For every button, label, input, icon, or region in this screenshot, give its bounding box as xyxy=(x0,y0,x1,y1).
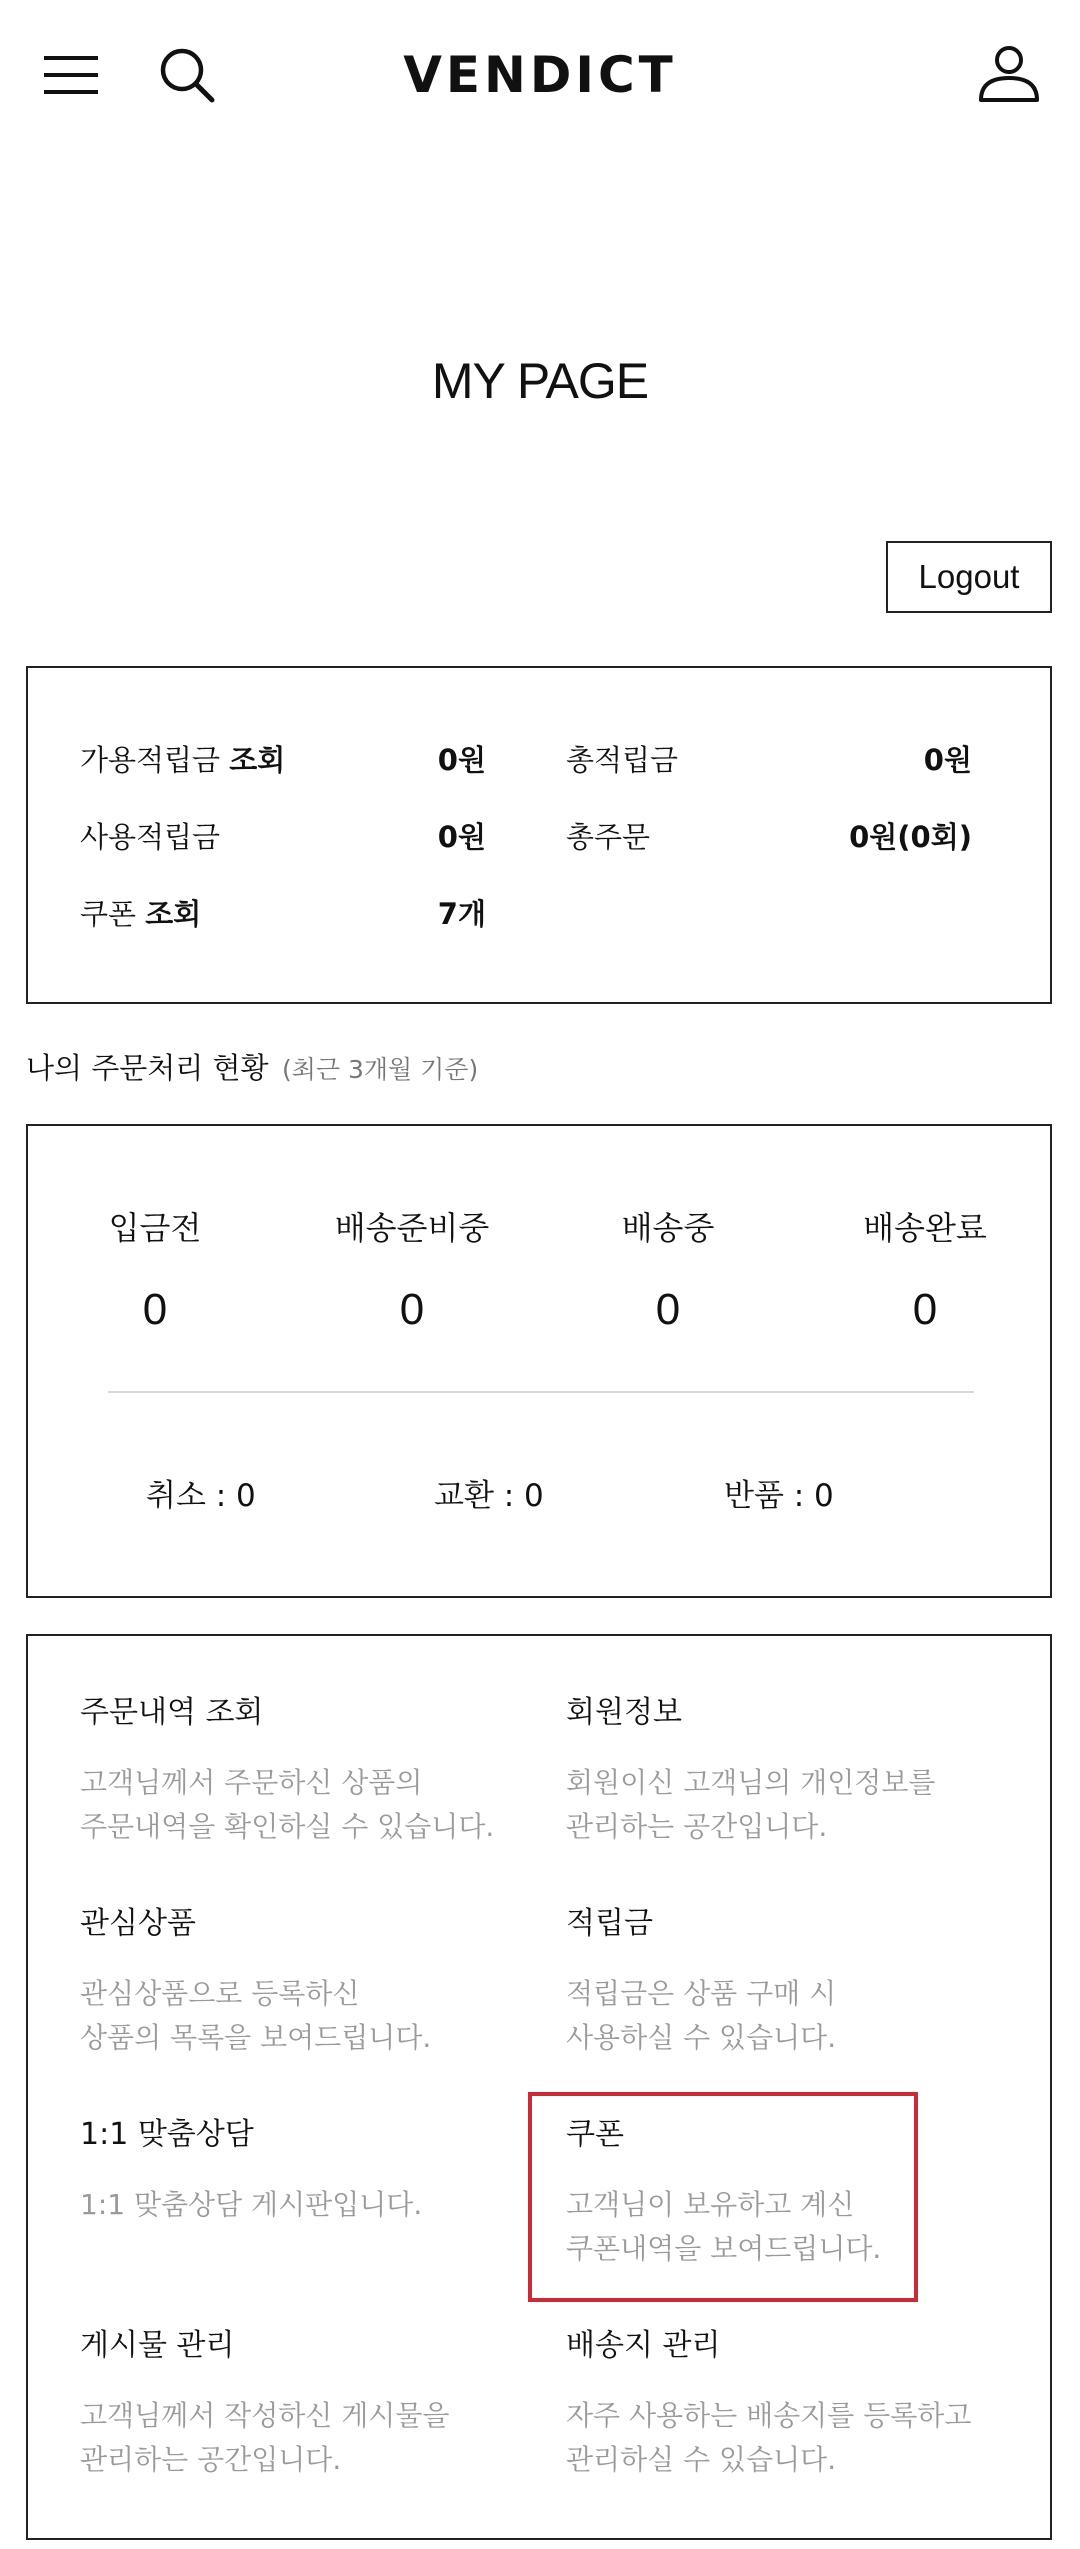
coupon-count-value: 7개 xyxy=(437,897,486,931)
status-label-delivered[interactable]: 배송완료 xyxy=(863,1209,987,1247)
logout-button[interactable]: Logout xyxy=(886,541,1052,613)
status-count-delivered[interactable]: 0 xyxy=(912,1285,938,1334)
card-title: 회원정보 xyxy=(566,1695,682,1730)
claim-exchange[interactable]: 교환 : 0 xyxy=(434,1478,544,1514)
card-desc-line-2: 주문내역을 확인하실 수 있습니다. xyxy=(80,1810,495,1843)
card-title: 배송지 관리 xyxy=(566,2328,721,2363)
available-points-view-label: 조회 xyxy=(229,743,286,777)
order-status-title: 나의 주문처리 현황 xyxy=(26,1051,269,1085)
brand-logo[interactable]: VENDICT xyxy=(403,46,677,104)
used-points-label: 사용적립금 xyxy=(80,820,221,854)
coupon-view-link[interactable] xyxy=(80,894,201,934)
claim-cancel[interactable]: 취소 : 0 xyxy=(146,1478,256,1514)
search-icon[interactable] xyxy=(158,46,216,104)
card-desc-line-2: 관리하는 공간입니다. xyxy=(566,1810,828,1843)
card-title: 주문내역 조회 xyxy=(80,1695,264,1730)
coupon-label: 쿠폰 xyxy=(80,897,146,931)
coupon-view-label: 조회 xyxy=(145,897,202,931)
card-desc-line-1: 관심상품으로 등록하신 xyxy=(80,1977,360,2010)
available-points-link[interactable] xyxy=(80,740,285,780)
total-points-label: 총적립금 xyxy=(566,743,679,777)
available-points-value: 0원 xyxy=(437,743,486,777)
card-desc-line-2: 쿠폰내역을 보여드립니다. xyxy=(566,2232,882,2265)
coupon-card-highlight xyxy=(528,2092,918,2302)
claim-return[interactable]: 반품 : 0 xyxy=(724,1478,834,1514)
card-title: 게시물 관리 xyxy=(80,2328,235,2363)
status-count-preparing[interactable]: 0 xyxy=(399,1285,425,1334)
status-label-pending-payment[interactable]: 입금전 xyxy=(108,1209,202,1247)
card-desc-line-1: 자주 사용하는 배송지를 등록하고 xyxy=(566,2399,972,2432)
user-icon[interactable] xyxy=(978,44,1040,106)
card-desc-line-1: 고객님이 보유하고 계신 xyxy=(566,2188,855,2221)
status-count-pending-payment[interactable]: 0 xyxy=(142,1285,168,1334)
card-desc-line-2: 관리하는 공간입니다. xyxy=(80,2443,342,2476)
card-desc-line-2: 상품의 목록을 보여드립니다. xyxy=(80,2021,432,2054)
used-points-value: 0원 xyxy=(437,820,486,854)
card-desc-line-1: 고객님께서 주문하신 상품의 xyxy=(80,1766,423,1799)
total-points-value: 0원 xyxy=(923,743,972,777)
card-desc-line-1: 회원이신 고객님의 개인정보를 xyxy=(566,1766,936,1799)
total-orders-label: 총주문 xyxy=(566,820,651,854)
status-count-shipping[interactable]: 0 xyxy=(655,1285,681,1334)
status-divider xyxy=(108,1391,974,1393)
card-desc-line-2: 사용하실 수 있습니다. xyxy=(566,2021,837,2054)
hamburger-menu-icon[interactable] xyxy=(44,55,98,95)
card-title: 관심상품 xyxy=(80,1906,196,1941)
order-status-box xyxy=(26,1124,1052,1598)
order-status-subtitle: (최근 3개월 기준) xyxy=(282,1055,479,1084)
card-title: 1:1 맞춤상담 xyxy=(80,2117,254,2152)
card-desc-line-1: 적립금은 상품 구매 시 xyxy=(566,1977,837,2010)
page-title: MY PAGE xyxy=(431,353,649,409)
available-points-label: 가용적립금 xyxy=(80,743,230,777)
card-desc-line-2: 관리하실 수 있습니다. xyxy=(566,2443,837,2476)
card-desc-line-1: 1:1 맞춤상담 게시판입니다. xyxy=(80,2188,423,2221)
total-orders-value: 0원(0회) xyxy=(849,820,972,854)
top-header xyxy=(0,0,1080,150)
card-title: 적립금 xyxy=(566,1906,653,1941)
status-label-preparing[interactable]: 배송준비중 xyxy=(334,1209,490,1247)
status-label-shipping[interactable]: 배송중 xyxy=(621,1209,715,1247)
card-desc-line-1: 고객님께서 작성하신 게시물을 xyxy=(80,2399,450,2432)
card-title: 쿠폰 xyxy=(566,2117,624,2152)
